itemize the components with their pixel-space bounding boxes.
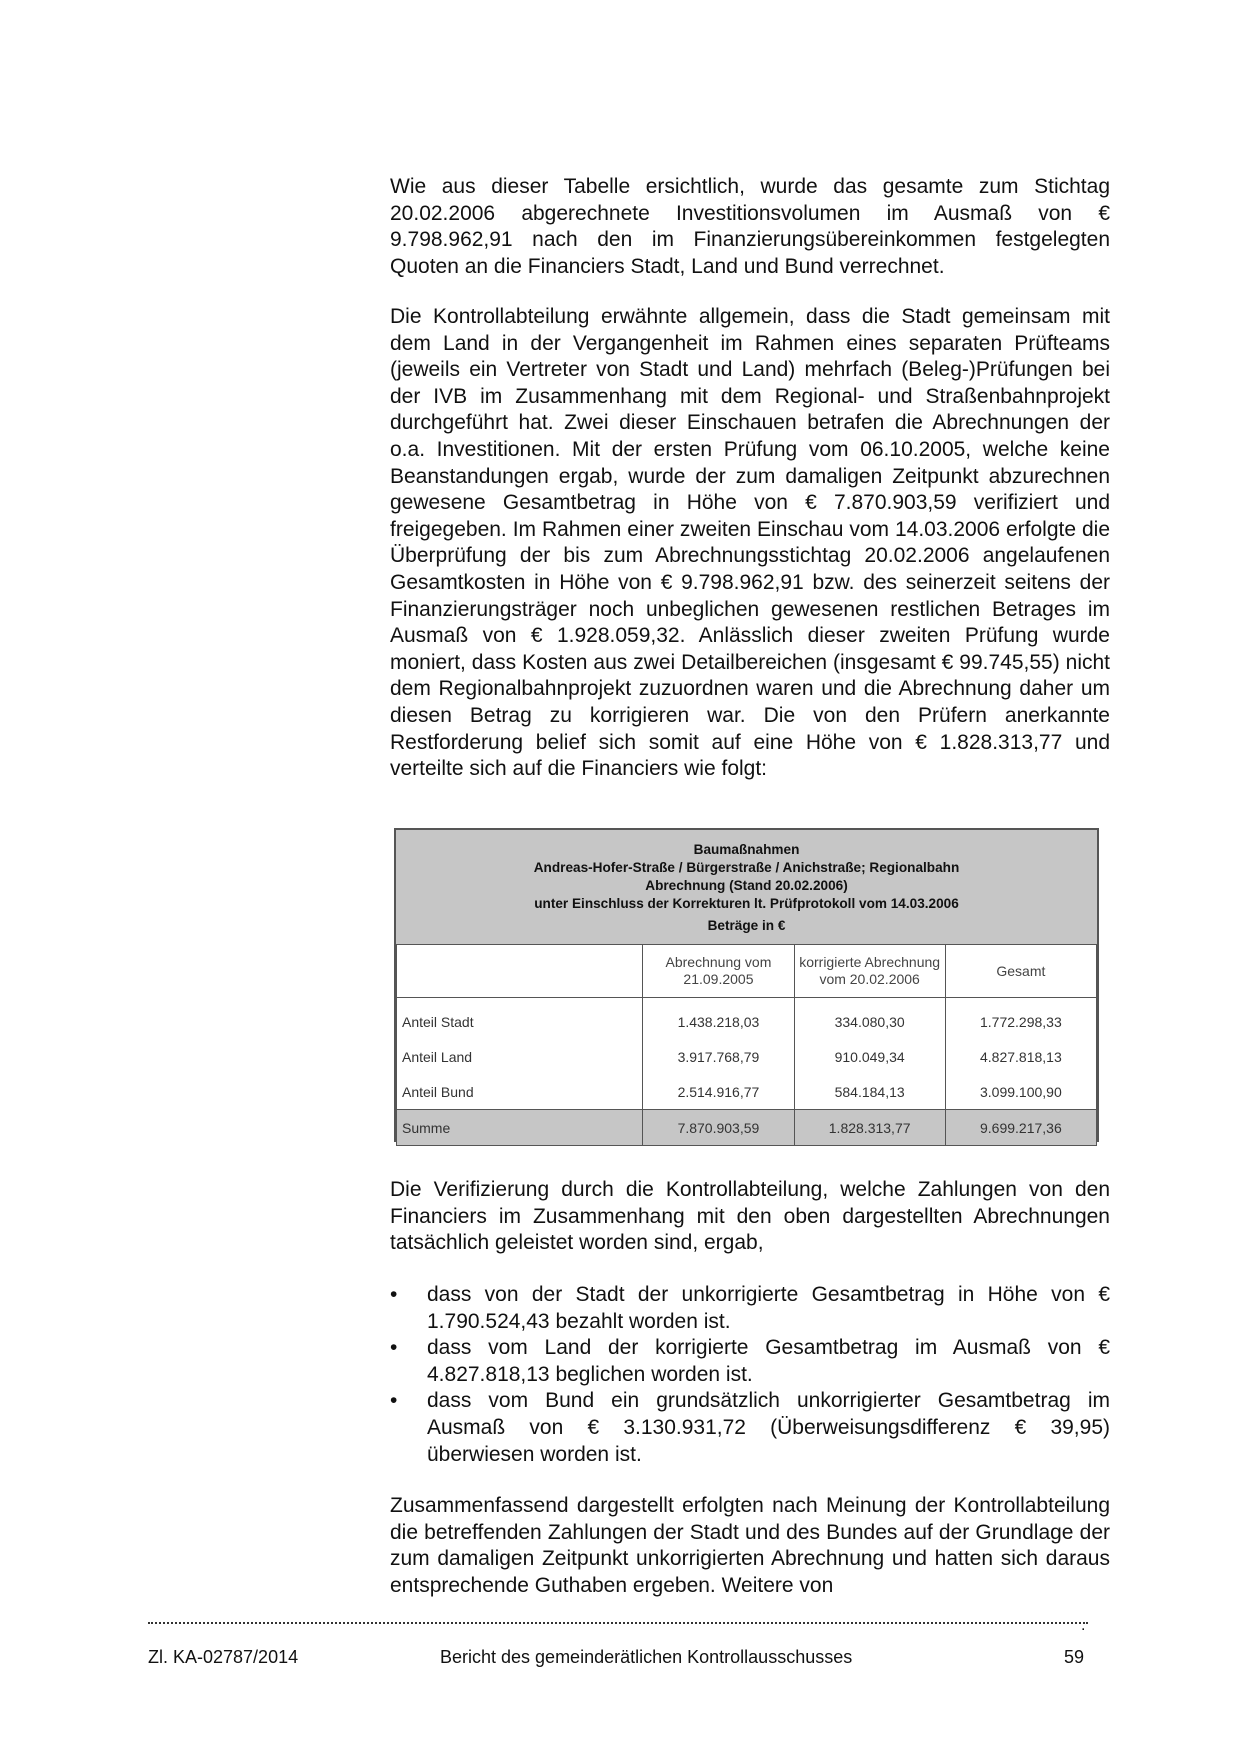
- table-title-line: unter Einschluss der Korrekturen lt. Prüfprotokoll vom 14.03.2006: [534, 896, 959, 911]
- cell-value: 2.514.916,77: [643, 1074, 794, 1110]
- cell-value: 3.917.768,79: [643, 1039, 794, 1074]
- list-item-text: dass vom Bund ein grundsätzlich unkorrigierter Gesamtbetrag im Ausmaß von € 3.130.931,72 (Überweisungsdifferenz € 39,95) überwiesen worden ist.: [427, 1389, 1110, 1466]
- column-header-gesamt: Gesamt: [945, 945, 1096, 998]
- paragraph-2: Die Kontrollabteilung erwähnte allgemein, dass die Stadt gemeinsam mit dem Land in der Vergangenheit im Rahmen eines separaten Prüfteams (jeweils ein Vertreter von Stadt und Land) mehrfach (Beleg-)Prüfungen bei der IVB im Zusammenhang mit dem Regional- und Straßenbahnprojekt durchgeführt hat. Zwei dieser Einschauen betrafen die Abrechnungen der o.a. Investitionen. Mit der ersten Prüfung vom 06.10.2005, welche keine Beanstandungen ergab, wurde der zum damaligen Zeitpunkt abzurechnen gewesene Gesamtbetrag in Höhe von € 7.870.903,59 verifiziert und freigegeben. Im Rahmen einer zweiten Einschau vom 14.03.2006 erfolgte die Überprüfung der bis zum Abrechnungsstichtag 20.02.2006 angelaufenen Gesamtkosten in Höhe von € 9.798.962,91 bzw. des seinerzeit seitens der Finanzierungsträger noch unbeglichen gewesenen restlichen Betrages im Ausmaß von € 1.928.059,32. Anlässlich dieser zweiten Prüfung wurde moniert, dass Kosten aus zwei Detailbereichen (insgesamt € 99.745,55) nicht dem Regionalbahnprojekt zuzuordnen waren und die Abrechnung daher um diesen Betrag zu korrigieren war. Die von den Prüfern anerkannte Restforderung belief sich somit auf eine Höhe von € 1.828.313,77 und verteilte sich auf die Financiers wie folgt:: [390, 305, 1110, 781]
- table-header-row: [397, 945, 1097, 998]
- cell-value: 1.828.313,77: [794, 1110, 945, 1146]
- cell-value: 910.049,34: [794, 1039, 945, 1074]
- column-header-korrigierte-abrechnung: korrigierte Abrechnung vom 20.02.2006: [794, 945, 945, 998]
- list-item: [390, 1335, 1110, 1388]
- list-item-text: dass von der Stadt der unkorrigierte Gesamtbetrag in Höhe von € 1.790.524,43 bezahlt worden ist.: [427, 1283, 1110, 1333]
- amounts-table: [396, 944, 1097, 1146]
- bullet-icon: •: [390, 1283, 398, 1306]
- paragraph-3: Die Verifizierung durch die Kontrollabteilung, welche Zahlungen von den Financiers im Zusammenhang mit den oben dargestellten Abrechnungen tatsächlich geleistet worden sind, ergab,: [390, 1178, 1110, 1255]
- table-row: [397, 998, 1097, 1040]
- table-row: [397, 1074, 1097, 1110]
- row-label: Anteil Bund: [397, 1074, 643, 1110]
- footer-title: Bericht des gemeinderätlichen Kontrollausschusses: [440, 1647, 853, 1667]
- cell-value: 4.827.818,13: [945, 1039, 1096, 1074]
- table-title: [396, 830, 1097, 913]
- table-title-line: Baumaßnahmen: [693, 842, 800, 857]
- table-unit-label: Beträge in €: [707, 918, 786, 933]
- cell-value: 3.099.100,90: [945, 1074, 1096, 1110]
- cell-value: 584.184,13: [794, 1074, 945, 1110]
- table-title-line: Andreas-Hofer-Straße / Bürgerstraße / Anichstraße; Regionalbahn: [533, 860, 960, 875]
- page-number: 59: [1064, 1647, 1085, 1667]
- cell-value: 7.870.903,59: [643, 1110, 794, 1146]
- column-header-empty: [397, 945, 643, 998]
- list-item: [390, 1282, 1110, 1335]
- table-row: [397, 1039, 1097, 1074]
- cell-value: 1.438.218,03: [643, 998, 794, 1040]
- table-sum-row: [397, 1110, 1097, 1146]
- footer-reference: Zl. KA-02787/2014: [148, 1647, 299, 1667]
- row-label: Summe: [397, 1110, 643, 1146]
- row-label: Anteil Land: [397, 1039, 643, 1074]
- paragraph-1: Wie aus dieser Tabelle ersichtlich, wurde das gesamte zum Stichtag 20.02.2006 abgerechnete Investitionsvolumen im Ausmaß von € 9.798.962,91 nach den im Finanzierungsübereinkommen festgelegten Quoten an die Financiers Stadt, Land und Bund verrechnet.: [390, 175, 1110, 278]
- row-label: Anteil Stadt: [397, 998, 643, 1040]
- table-title-line: Abrechnung (Stand 20.02.2006): [645, 878, 848, 893]
- cell-value: 1.772.298,33: [945, 998, 1096, 1040]
- cell-value: 9.699.217,36: [945, 1110, 1096, 1146]
- paragraph-4: Zusammenfassend dargestellt erfolgten nach Meinung der Kontrollabteilung die betreffenden Zahlungen der Stadt und des Bundes auf der Grundlage der zum damaligen Zeitpunkt unkorrigierten Abrechnung und hatten sich daraus entsprechende Guthaben ergeben. Weitere von: [390, 1494, 1110, 1597]
- bullet-list: [390, 1282, 1110, 1468]
- bullet-icon: •: [390, 1389, 398, 1413]
- list-item-text: dass vom Land der korrigierte Gesamtbetrag im Ausmaß von € 4.827.818,13 beglichen worden ist.: [427, 1336, 1110, 1386]
- bullet-icon: •: [390, 1336, 398, 1360]
- table-image-baumassnahmen: [394, 828, 1099, 1142]
- footer-rule-end: .: [1081, 1617, 1086, 1634]
- list-item: [390, 1388, 1110, 1468]
- cell-value: 334.080,30: [794, 998, 945, 1040]
- column-header-abrechnung-2005: Abrechnung vom 21.09.2005: [643, 945, 794, 998]
- footer-dotted-rule: [148, 1622, 1088, 1624]
